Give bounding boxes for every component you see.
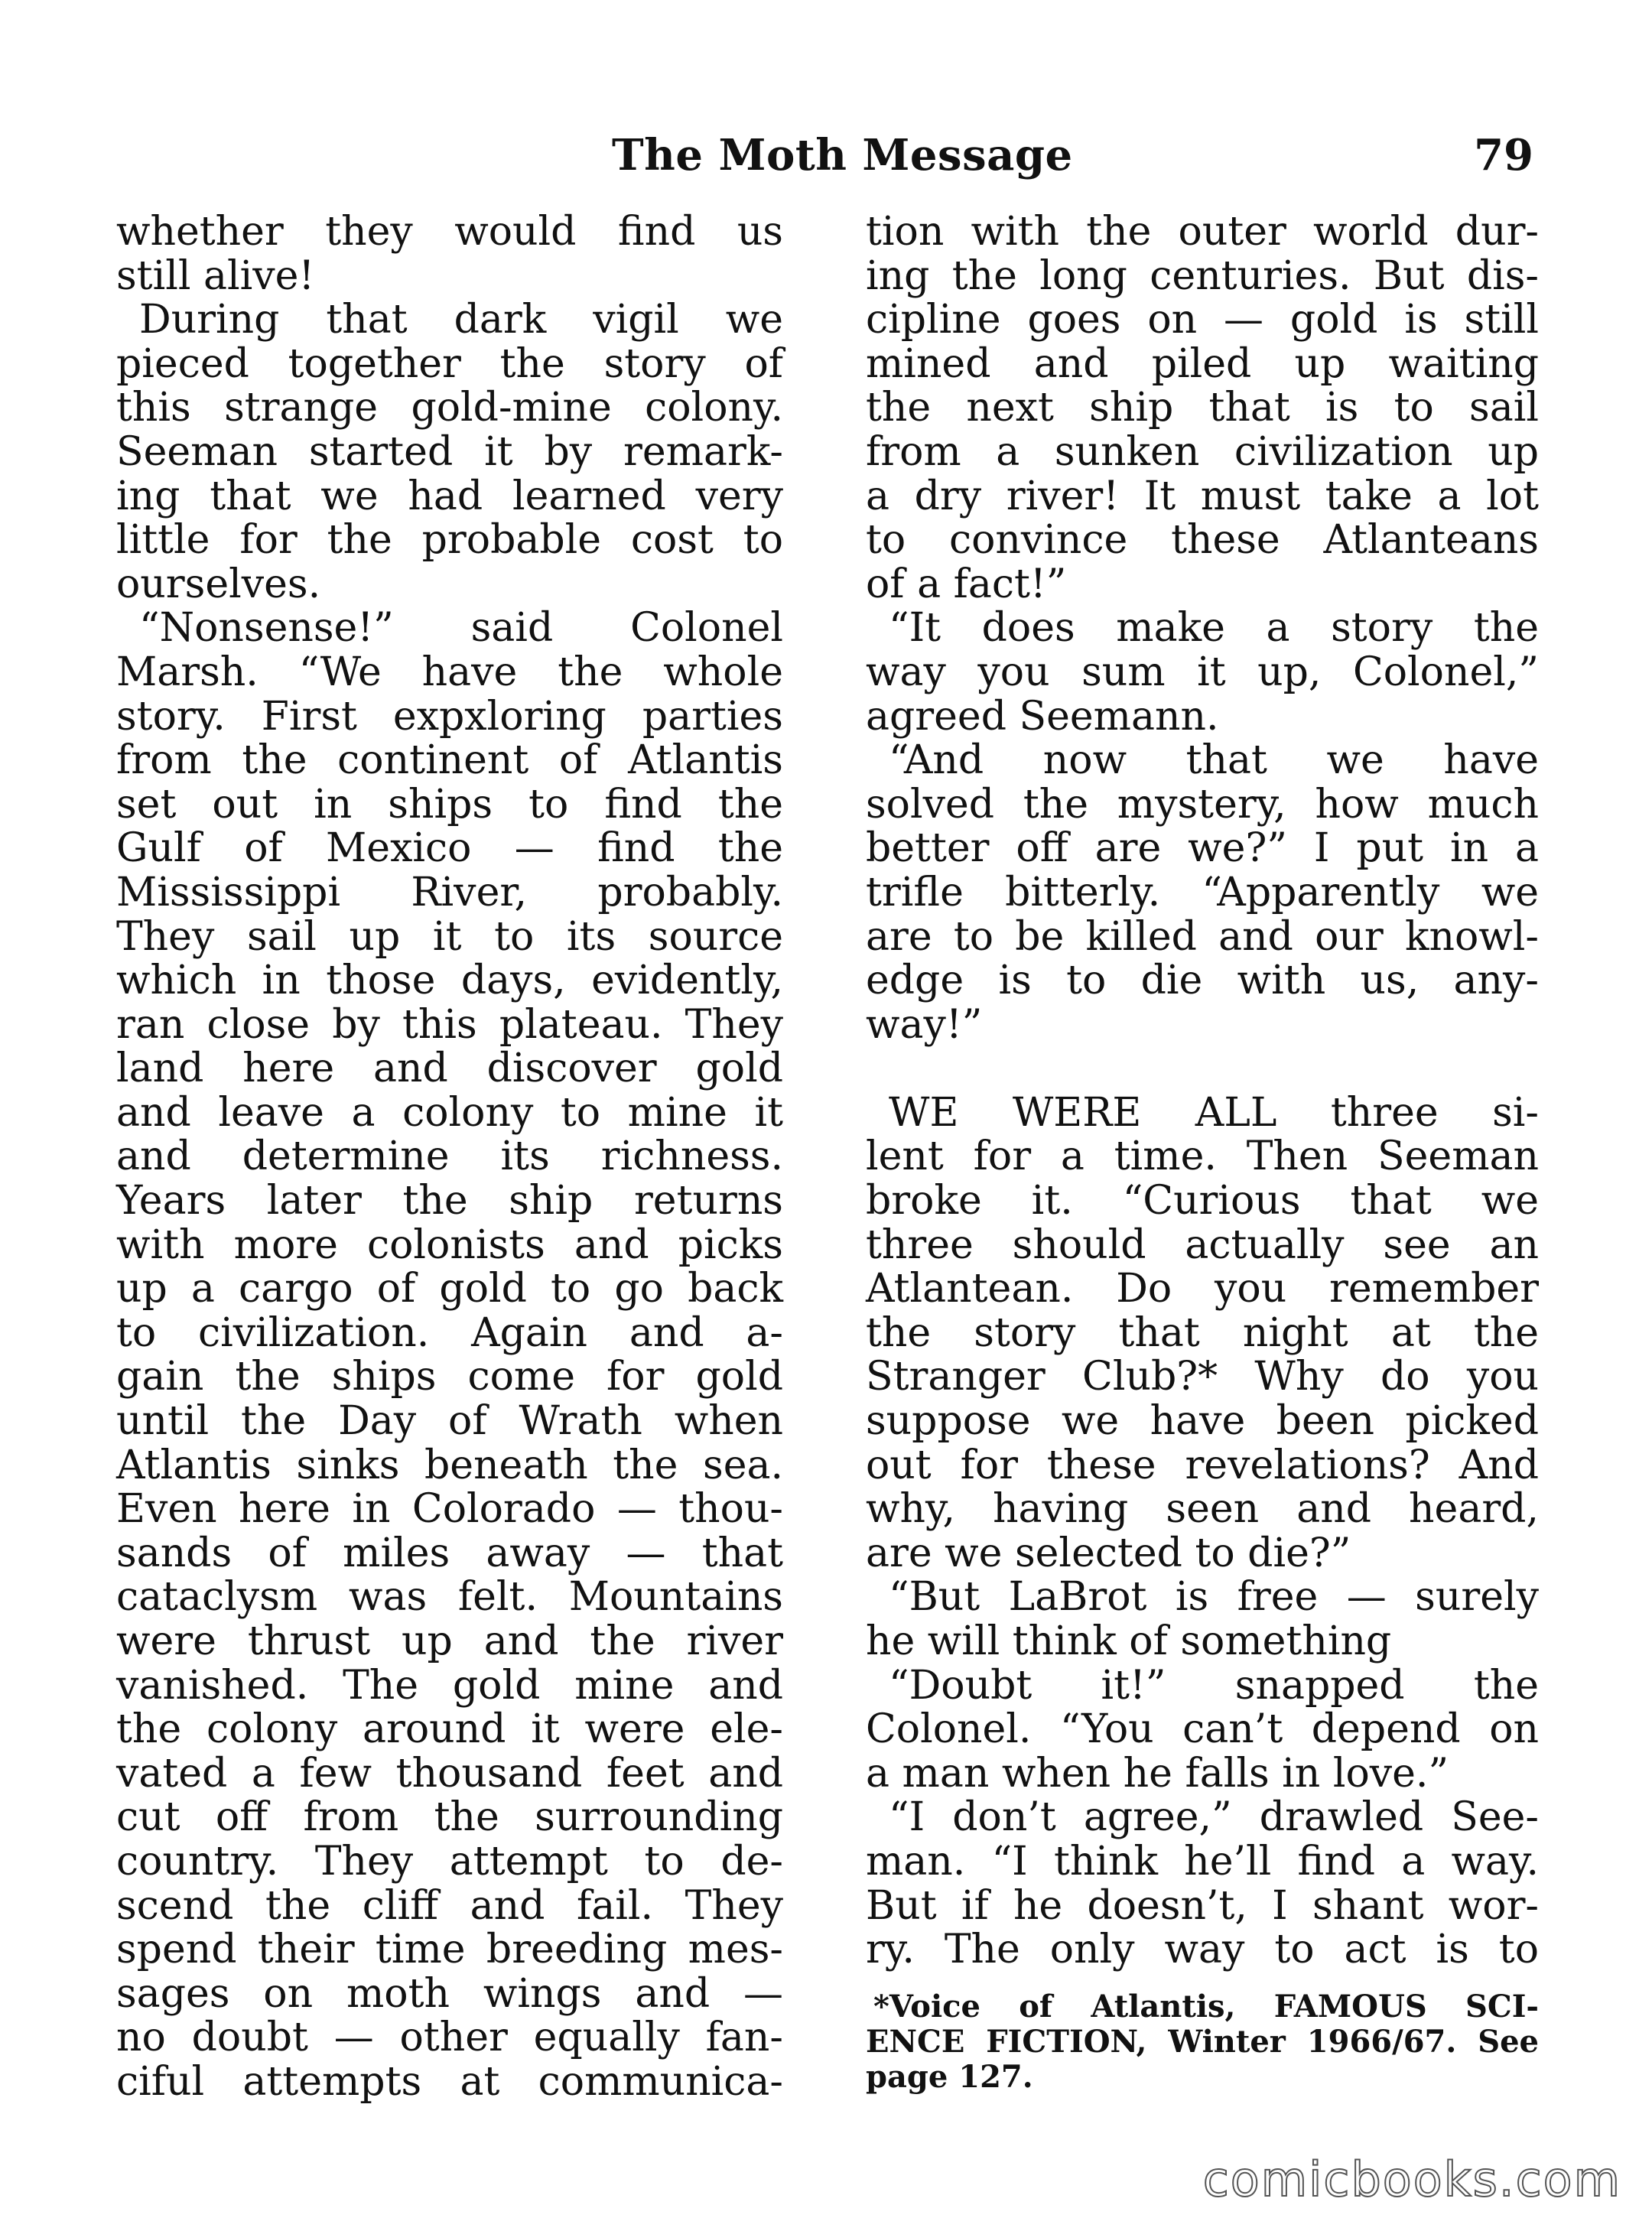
text-line: tion with the outer world dur- (866, 209, 1539, 255)
text-line: Mississippi River, probably. (116, 869, 783, 915)
text-line: a man when he falls in love.” (866, 1750, 1449, 1797)
text-line: until the Day of Wrath when (116, 1398, 783, 1445)
text-line: ry. The only way to act is to (866, 1927, 1539, 1973)
text-line: gain the ships come for gold (116, 1354, 783, 1400)
text-line: man. “I think he’ll find a way. (866, 1838, 1539, 1885)
text-line: the colony around it were ele- (116, 1706, 783, 1753)
text-line: WE WERE ALL three si- (889, 1089, 1539, 1136)
text-line: were thrust up and the river (116, 1618, 783, 1664)
watermark-logo: comicbooks.com (1202, 2151, 1621, 2207)
text-line: Gulf of Mexico — find the (116, 825, 783, 872)
text-line: he will think of something (866, 1618, 1392, 1664)
text-line: why, having seen and heard, (866, 1486, 1539, 1533)
text-line: solved the mystery, how much (866, 781, 1539, 828)
text-line: Marsh. “We have the whole (116, 649, 783, 695)
text-line: suppose we have been picked (866, 1398, 1539, 1445)
text-line: sages on moth wings and — (116, 1970, 783, 2017)
text-line: Stranger Club?* Why do you (866, 1354, 1539, 1400)
text-line: up a cargo of gold to go back (116, 1266, 783, 1312)
text-line: During that dark vigil we (139, 297, 783, 343)
text-line: “I don’t agree,” drawled See- (889, 1794, 1539, 1841)
text-line: from the continent of Atlantis (116, 737, 783, 784)
text-line: the story that night at the (866, 1309, 1539, 1356)
text-line: cipline goes on — gold is still (866, 297, 1539, 343)
text-line: the next ship that is to sail (866, 385, 1539, 431)
text-line: out for these revelations? And (866, 1442, 1539, 1488)
text-line: “Doubt it!” snapped the (889, 1662, 1539, 1709)
text-line: vanished. The gold mine and (116, 1662, 783, 1709)
text-line: little for the probable cost to (116, 517, 783, 564)
text-line: ing that we had learned very (116, 473, 783, 519)
text-line: story. First expxloring parties (116, 693, 783, 740)
text-line: But if he doesn’t, I shant wor- (866, 1882, 1539, 1929)
text-line: with more colonists and picks (116, 1221, 783, 1268)
text-line: mined and piled up waiting (866, 340, 1539, 387)
text-line: Even here in Colorado — thou- (116, 1486, 783, 1533)
text-line: trifle bitterly. “Apparently we (866, 869, 1539, 915)
text-line: of a fact!” (866, 561, 1067, 607)
text-line: “It does make a story the (889, 605, 1539, 652)
text-line: lent for a time. Then Seeman (866, 1133, 1539, 1180)
text-line: ing the long centuries. But dis- (866, 252, 1539, 299)
text-line: Colonel. “You can’t depend on (866, 1706, 1539, 1753)
text-line: scend the cliff and fail. They (116, 1882, 783, 1929)
text-line: no doubt — other equally fan- (116, 2015, 783, 2061)
text-line: ciful attempts at communica- (116, 2058, 783, 2105)
text-line: are to be killed and our knowl- (866, 913, 1539, 960)
text-line: to convince these Atlanteans (866, 517, 1539, 564)
text-line: and determine its richness. (116, 1133, 783, 1180)
text-line: a dry river! It must take a lot (866, 473, 1539, 519)
text-line: pieced together the story of (116, 340, 783, 387)
text-line: “Nonsense!” said Colonel (139, 605, 783, 652)
text-line: from a sunken civilization up (866, 428, 1539, 475)
text-line: “But LaBrot is free — surely (889, 1574, 1539, 1621)
text-line: this strange gold-mine colony. (116, 385, 783, 431)
text-line: still alive! (116, 252, 315, 299)
text-line: spend their time breeding mes- (116, 1927, 783, 1973)
text-line: vated a few thousand feet and (116, 1750, 783, 1797)
text-line: Atlantis sinks beneath the sea. (116, 1442, 783, 1488)
text-line: which in those days, evidently, (116, 958, 783, 1004)
text-line: sands of miles away — that (116, 1530, 783, 1576)
text-line: whether they would find us (116, 209, 783, 255)
text-line: edge is to die with us, any- (866, 958, 1539, 1004)
text-line: better off are we?” I put in a (866, 825, 1539, 872)
text-line: Atlantean. Do you remember (866, 1266, 1539, 1312)
text-line: “And now that we have (889, 737, 1539, 784)
right-column (866, 210, 1539, 2095)
text-line: land here and discover gold (116, 1046, 783, 1092)
text-line: agreed Seemann. (866, 693, 1219, 740)
text-line: set out in ships to find the (116, 781, 783, 828)
running-title: The Moth Message (612, 130, 1073, 180)
text-line: Seeman started it by remark- (116, 428, 783, 475)
text-line: cut off from the surrounding (116, 1794, 783, 1841)
text-line: ourselves. (116, 561, 321, 607)
text-line: country. They attempt to de- (116, 1838, 783, 1885)
footnote-line: ENCE FICTION, Winter 1966/67. See (866, 2023, 1539, 2060)
left-column (116, 210, 783, 2105)
footnote (866, 1989, 1539, 2095)
text-line (866, 1047, 1539, 1091)
text-line: ran close by this plateau. They (116, 1001, 783, 1048)
page-number: 79 (1474, 130, 1533, 180)
footnote-line: page 127. (866, 2058, 1033, 2095)
text-line: They sail up it to its source (116, 913, 783, 960)
text-line: way you sum it up, Colonel,” (866, 649, 1539, 695)
text-line: three should actually see an (866, 1221, 1539, 1268)
text-line: way!” (866, 1001, 983, 1048)
text-line: broke it. “Curious that we (866, 1178, 1539, 1224)
text-line: are we selected to die?” (866, 1530, 1351, 1576)
text-line: to civilization. Again and a- (116, 1309, 783, 1356)
text-line: Years later the ship returns (116, 1178, 783, 1224)
text-line: cataclysm was felt. Mountains (116, 1574, 783, 1621)
footnote-line: *Voice of Atlantis, FAMOUS SCI- (873, 1988, 1539, 2024)
text-line: and leave a colony to mine it (116, 1089, 783, 1136)
